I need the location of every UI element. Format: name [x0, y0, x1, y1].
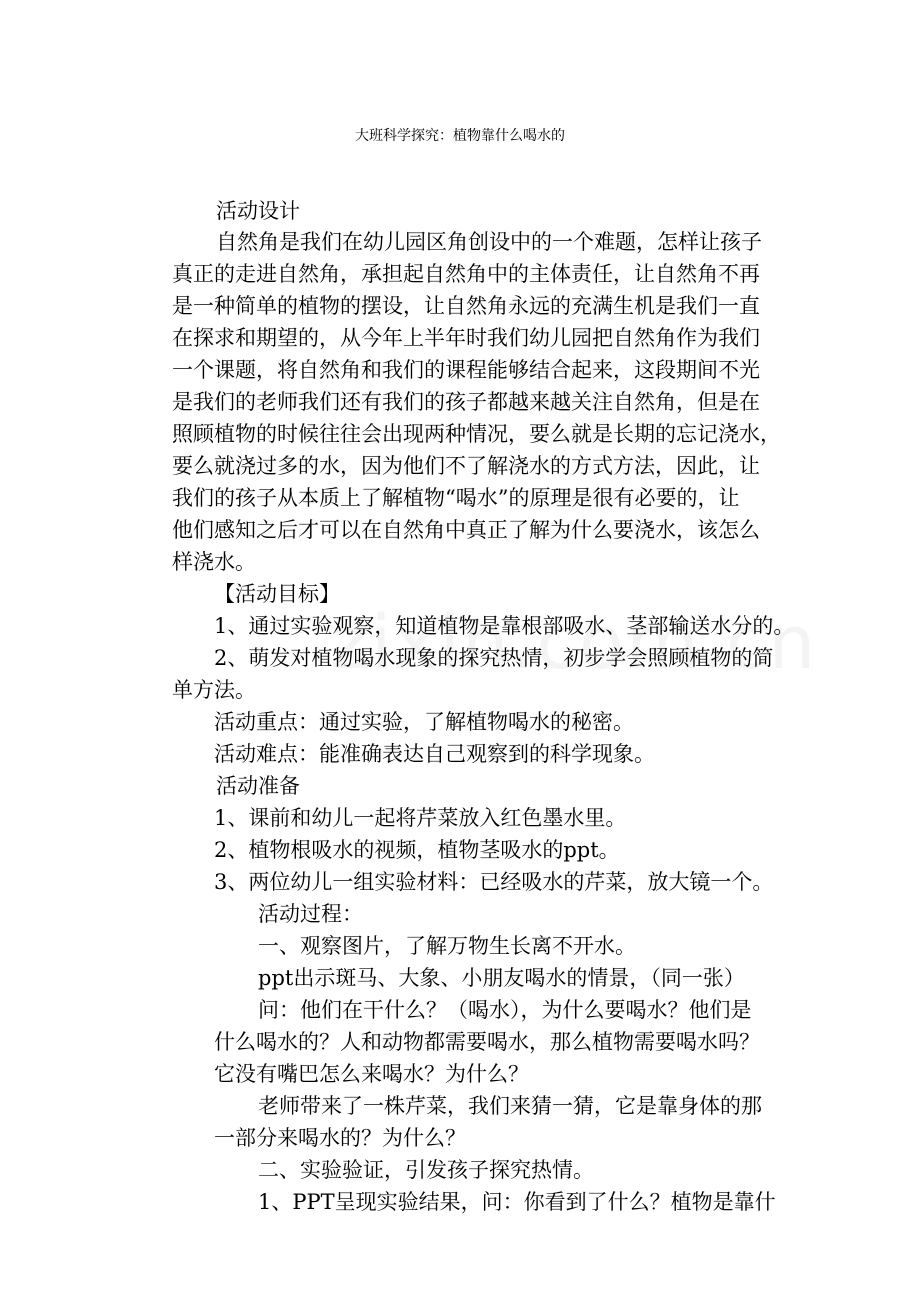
body-line: 自然角是我们在幼儿园区角创设中的一个难题，怎样让孩子	[216, 230, 762, 254]
body-line: 我们的孩子从本质上了解植物“喝水”的原理是很有必要的，让	[172, 486, 740, 510]
byline	[0, 162, 920, 192]
process-step: 二、实验验证，引发孩子探究热情。	[258, 1158, 594, 1182]
process-step: 一、观察图片，了解万物生长离不开水。	[258, 934, 636, 958]
body-line: 是我们的老师我们还有我们的孩子都越来越关注自然角，但是在	[172, 390, 760, 414]
body-line: 它没有嘴巴怎么来喝水？为什么？	[214, 1062, 529, 1086]
preparation-item: 3、两位幼儿一组实验材料：已经吸水的芹菜，放大镜一个。	[214, 870, 774, 894]
body-line: ppt出示斑马、大象、小朋友喝水的情景，（同一张）	[258, 966, 745, 990]
body-line: 他们感知之后才可以在自然角中真正了解为什么要浇水，该怎么	[172, 518, 760, 542]
body-line: 问：他们在干什么？（喝水），为什么要喝水？他们是	[258, 998, 752, 1022]
section-heading-preparation: 活动准备	[216, 774, 300, 798]
difficulty-point: 活动难点：能准确表达自己观察到的科学现象。	[214, 742, 655, 766]
body-line: 1、PPT呈现实验结果，问：你看到了什么？植物是靠什	[258, 1190, 776, 1214]
key-point: 活动重点：通过实验，了解植物喝水的秘密。	[214, 710, 634, 734]
document-title: 大班科学探究：植物靠什么喝水的	[355, 128, 565, 144]
body-line: 老师带来了一株芹菜，我们来猜一猜，它是靠身体的那	[258, 1094, 762, 1118]
goal-item: 1、通过实验观察，知道植物是靠根部吸水、茎部输送水分的。	[214, 614, 795, 638]
preparation-item: 1、课前和幼儿一起将芹菜放入红色墨水里。	[214, 806, 627, 830]
body-line: 一部分来喝水的？为什么？	[214, 1126, 466, 1150]
body-line: 照顾植物的时候往往会出现两种情况，要么就是长期的忘记浇水，	[172, 422, 781, 446]
goal-item-continued: 单方法。	[172, 678, 256, 702]
section-heading-design: 活动设计	[216, 199, 300, 223]
body-line: 真正的走进自然角，承担起自然角中的主体责任，让自然角不再	[172, 262, 760, 286]
body-line: 一个课题，将自然角和我们的课程能够结合起来，这段期间不光	[172, 358, 760, 382]
body-line: 是一种简单的植物的摆设，让自然角永远的充满生机是我们一直	[172, 294, 760, 318]
section-heading-process: 活动过程：	[258, 902, 363, 926]
body-line: 在探求和期望的，从今年上半年时我们幼儿园把自然角作为我们	[172, 326, 760, 350]
body-line: 要么就浇过多的水，因为他们不了解浇水的方式方法，因此，让	[172, 454, 760, 478]
body-line: 样浇水。	[172, 550, 256, 574]
goal-item: 2、萌发对植物喝水现象的探究热情，初步学会照顾植物的简	[214, 646, 774, 670]
body-line: 什么喝水的？人和动物都需要喝水，那么植物需要喝水吗？	[214, 1030, 760, 1054]
section-heading-goals: 【活动目标】	[214, 582, 340, 606]
preparation-item: 2、植物根吸水的视频，植物茎吸水的ppt。	[214, 838, 620, 862]
